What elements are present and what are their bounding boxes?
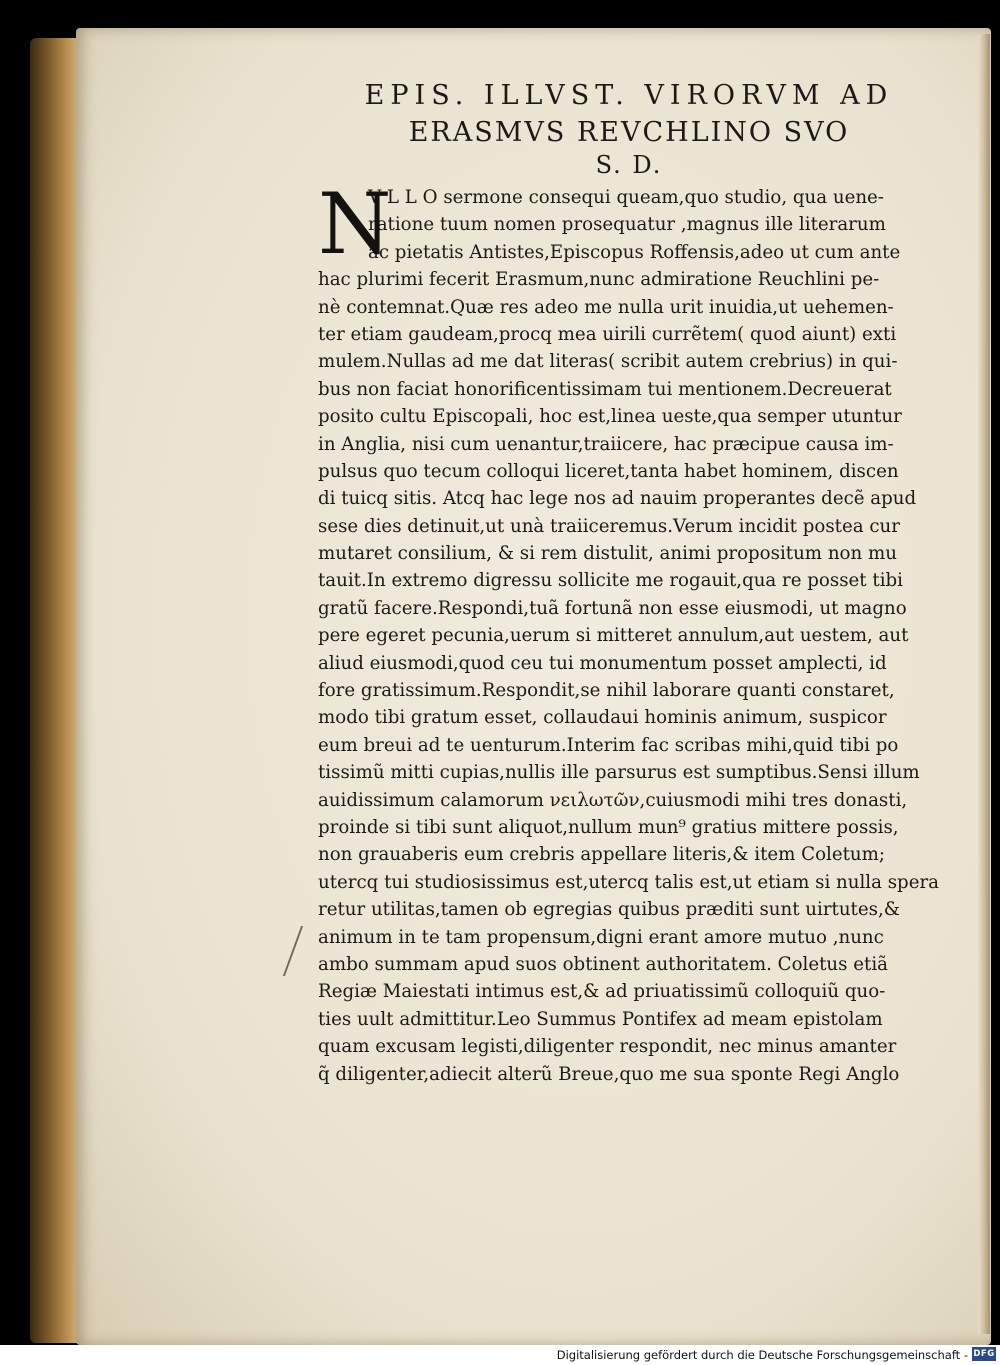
- text-line: bus non faciat honorificentissimam tui mentionem.Decreuerat: [318, 378, 892, 400]
- text-line: tauit.In extremo digressu sollicite me rogauit,qua re posset tibi: [318, 570, 903, 592]
- text-line: ter etiam gaudeam,procq mea uirili currẽtem( quod aiunt) exti: [318, 323, 897, 345]
- text-line: ambo summam apud suos obtinent authoritatem. Coletus etiã: [318, 953, 888, 975]
- text-line: mulem.Nullas ad me dat literas( scribit autem crebrius) in qui-: [318, 351, 898, 373]
- text-line: ties uult admittitur.Leo Summus Pontifex ad meam epistolam: [318, 1008, 883, 1030]
- text-line: proinde si tibi sunt aliquot,nullum mun⁹ gratius mittere possis,: [318, 816, 899, 838]
- dfg-logo: DFG: [973, 1349, 995, 1359]
- text-line: V L L O sermone consequi queam,quo studio, qua uene-: [368, 187, 884, 208]
- text-block: [318, 78, 940, 1088]
- text-line: quam excusam legisti,diligenter respondit, nec minus amanter: [318, 1036, 897, 1058]
- text-line: hac plurimi fecerit Erasmum,nunc admiratione Reuchlini pe-: [318, 269, 880, 291]
- book-spine: [30, 38, 82, 1343]
- text-line: utercq tui studiosissimus est,utercq talis est,ut etiam si nulla spera: [318, 871, 940, 893]
- letter-salutation: S. D.: [595, 151, 663, 179]
- text-line: modo tibi gratum esset, collaudaui hominis animum, suspicor: [318, 707, 887, 729]
- text-line: sese dies detinuit,ut unà traiiceremus.Verum incidit postea cur: [318, 515, 900, 537]
- text-line: posito cultu Episcopali, hoc est,linea ueste,qua semper utuntur: [318, 406, 902, 428]
- text-line: ac pietatis Antistes,Episcopus Roffensis,adeo ut cum ante: [368, 241, 901, 263]
- text-line: nè contemnat.Quæ res adeo me nulla urit inuidia,ut uehemen-: [318, 296, 894, 318]
- text-line: tissimũ mitti cupias,nullis ille parsurus est sumptibus.Sensi illum: [318, 762, 920, 784]
- drop-cap-initial: N: [318, 175, 392, 273]
- text-line: fore gratissimum.Respondit,se nihil laborare quanti constaret,: [318, 680, 895, 702]
- running-head: EPIS. ILLVST. VIRORVM AD: [364, 80, 894, 111]
- text-line: mutaret consilium, & si rem distulit, animi propositum non mu: [318, 543, 897, 565]
- text-line: pere egeret pecunia,uerum si mitteret annulum,aut uestem, aut: [318, 625, 909, 647]
- text-line: pulsus quo tecum colloqui liceret,tanta habet hominem, discen: [318, 460, 899, 482]
- text-line: animum in te tam propensum,digni erant amore mutuo ,nunc: [318, 926, 884, 948]
- text-line: q̃ diligenter,adiecit alterũ Breue,quo me sua sponte Regi Anglo: [318, 1063, 900, 1085]
- text-line: auidissimum calamorum νειλωτῶν,cuiusmodi mihi tres donasti,: [318, 789, 908, 811]
- text-line: eum breui ad te uenturum.Interim fac scribas mihi,quid tibi po: [318, 734, 899, 756]
- funding-credit: Digitalisierung gefördert durch die Deutsche Forschungsgemeinschaft -: [556, 1348, 968, 1362]
- text-line: Regiæ Maiestati intimus est,& ad priuatissimũ colloquiũ quo-: [318, 981, 886, 1003]
- page-edge: [978, 34, 990, 1334]
- letter-body: [318, 175, 940, 1088]
- footer-bar: [0, 1345, 1000, 1365]
- text-line: in Anglia, nisi cum uenantur,traiicere, hac præcipue causa im-: [318, 433, 894, 455]
- text-line: ratione tuum nomen prosequatur ,magnus ille literarum: [368, 214, 886, 236]
- text-line: retur utilitas,tamen ob egregias quibus præditi sunt uirtutes,&: [318, 899, 900, 921]
- text-line: gratũ facere.Respondi,tuã fortunã non esse eiusmodi, ut magno: [318, 597, 907, 619]
- letter-title: ERASMVS REVCHLINO SVO: [408, 117, 850, 148]
- text-line: non grauaberis eum crebris appellare literis,& item Coletum;: [318, 844, 886, 866]
- text-line: aliud eiusmodi,quod ceu tui monumentum posset amplecti, id: [318, 652, 887, 674]
- text-line: di tuicq sitis. Atcq hac lege nos ad nauim properantes decẽ apud: [318, 488, 917, 510]
